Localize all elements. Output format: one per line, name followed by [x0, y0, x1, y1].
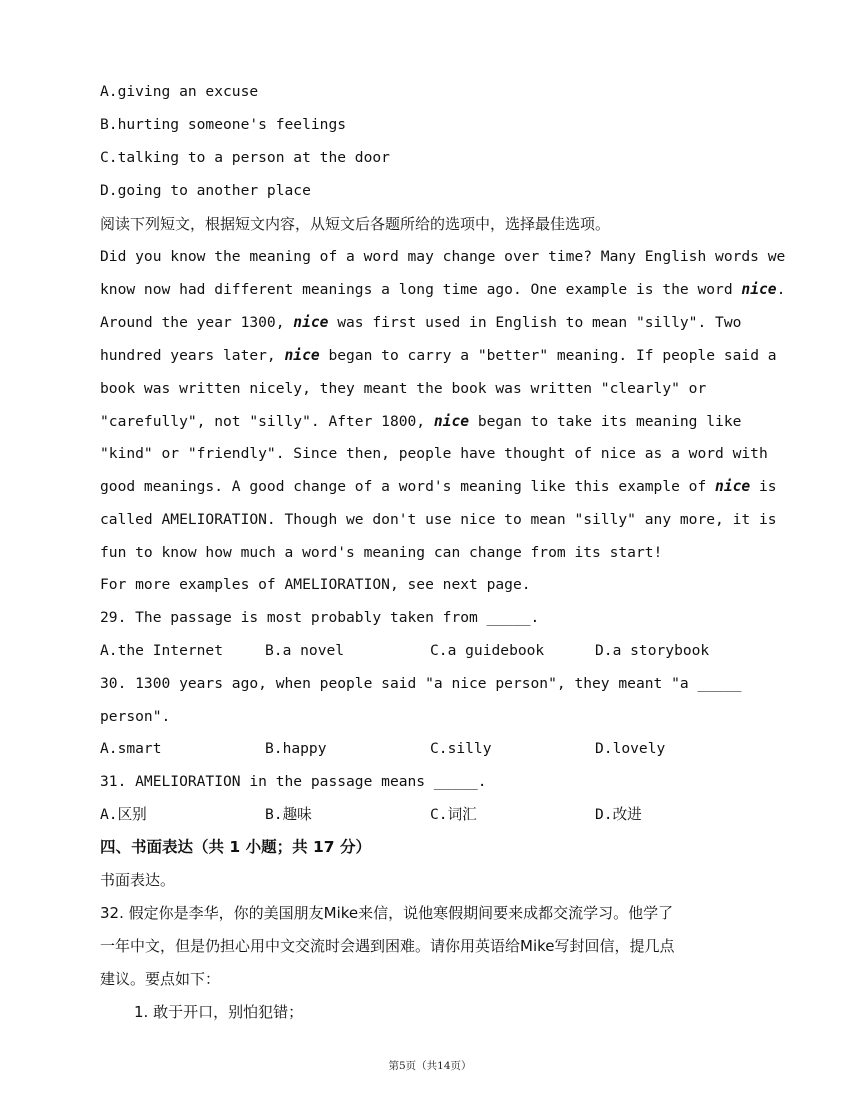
question-32-line-1: 32. 假定你是李华，你的美国朋友Mike来信，说他寒假期间要来成都交流学习。他学了 [100, 904, 674, 922]
passage-line-9: called AMELIORATION. Though we don't use nice to mean "silly" any more, it is [100, 511, 777, 528]
prev-option-b: B.hurting someone's feelings [100, 116, 347, 133]
prev-option-c: C.talking to a person at the door [100, 149, 390, 166]
q29-option-a: A.the Internet [100, 642, 224, 659]
q31-option-b: B.趣味 [265, 806, 312, 823]
passage-line-8: good meanings. A good change of a word's meaning like this example of nice is [100, 478, 777, 495]
q29-option-b: B.a novel [265, 642, 345, 659]
q31-option-a: A.区别 [100, 806, 147, 823]
prev-option-a: A.giving an excuse [100, 83, 259, 100]
passage-line-4: hundred years later, nice began to carry a "better" meaning. If people said a [100, 347, 777, 364]
passage-line-7: "kind" or "friendly". Since then, people have thought of nice as a word with [100, 445, 768, 462]
q29-option-c: C.a guidebook [430, 642, 545, 659]
passage-line-10: fun to know how much a word's meaning can change from its start! [100, 544, 663, 561]
passage-line-3: Around the year 1300, nice was first used in English to mean "silly". Two [100, 314, 742, 331]
q30-option-b: B.happy [265, 740, 327, 757]
passage-line-1: Did you know the meaning of a word may change over time? Many English words we [100, 248, 786, 265]
section-4-heading: 四、书面表达（共 1 小题；共 17 分） [100, 838, 371, 856]
question-30-stem-cont: person". [100, 708, 171, 725]
passage-line-2: know now had different meanings a long time ago. One example is the word nice. [100, 281, 786, 298]
question-32-line-2: 一年中文，但是仍担心用中文交流时会遇到困难。请你用英语给Mike写封回信，提几点 [100, 937, 675, 955]
q31-option-d: D.改进 [595, 806, 642, 823]
passage-line-6: "carefully", not "silly". After 1800, nice began to take its meaning like [100, 413, 742, 430]
question-30-stem: 30. 1300 years ago, when people said "a nice person", they meant "a _____ [100, 675, 742, 692]
q31-option-c: C.词汇 [430, 806, 477, 823]
section-4-subheading: 书面表达。 [100, 871, 176, 889]
q30-option-a: A.smart [100, 740, 162, 757]
question-32-point-1: 1. 敢于开口，别怕犯错； [134, 1003, 304, 1021]
question-31-stem: 31. AMELIORATION in the passage means _____. [100, 773, 487, 790]
italic-word-nice: nice [715, 478, 751, 495]
passage-line-5: book was written nicely, they meant the book was written "clearly" or [100, 380, 707, 397]
italic-word-nice: nice [284, 347, 320, 364]
page-footer: 第5页（共14页） [388, 1060, 472, 1072]
question-32-line-3: 建议。要点如下： [100, 970, 221, 988]
passage-line-11: For more examples of AMELIORATION, see next page. [100, 576, 531, 593]
italic-word-nice: nice [293, 314, 329, 331]
q30-option-d: D.lovely [595, 740, 666, 757]
italic-word-nice: nice [433, 413, 470, 430]
question-29-stem: 29. The passage is most probably taken from _____. [100, 609, 540, 626]
q29-option-d: D.a storybook [595, 642, 710, 659]
prev-option-d: D.going to another place [100, 182, 311, 199]
q30-option-c: C.silly [430, 740, 492, 757]
italic-word-nice: nice [741, 281, 777, 298]
reading-instruction: 阅读下列短文，根据短文内容，从短文后各题所给的选项中，选择最佳选项。 [100, 215, 611, 233]
